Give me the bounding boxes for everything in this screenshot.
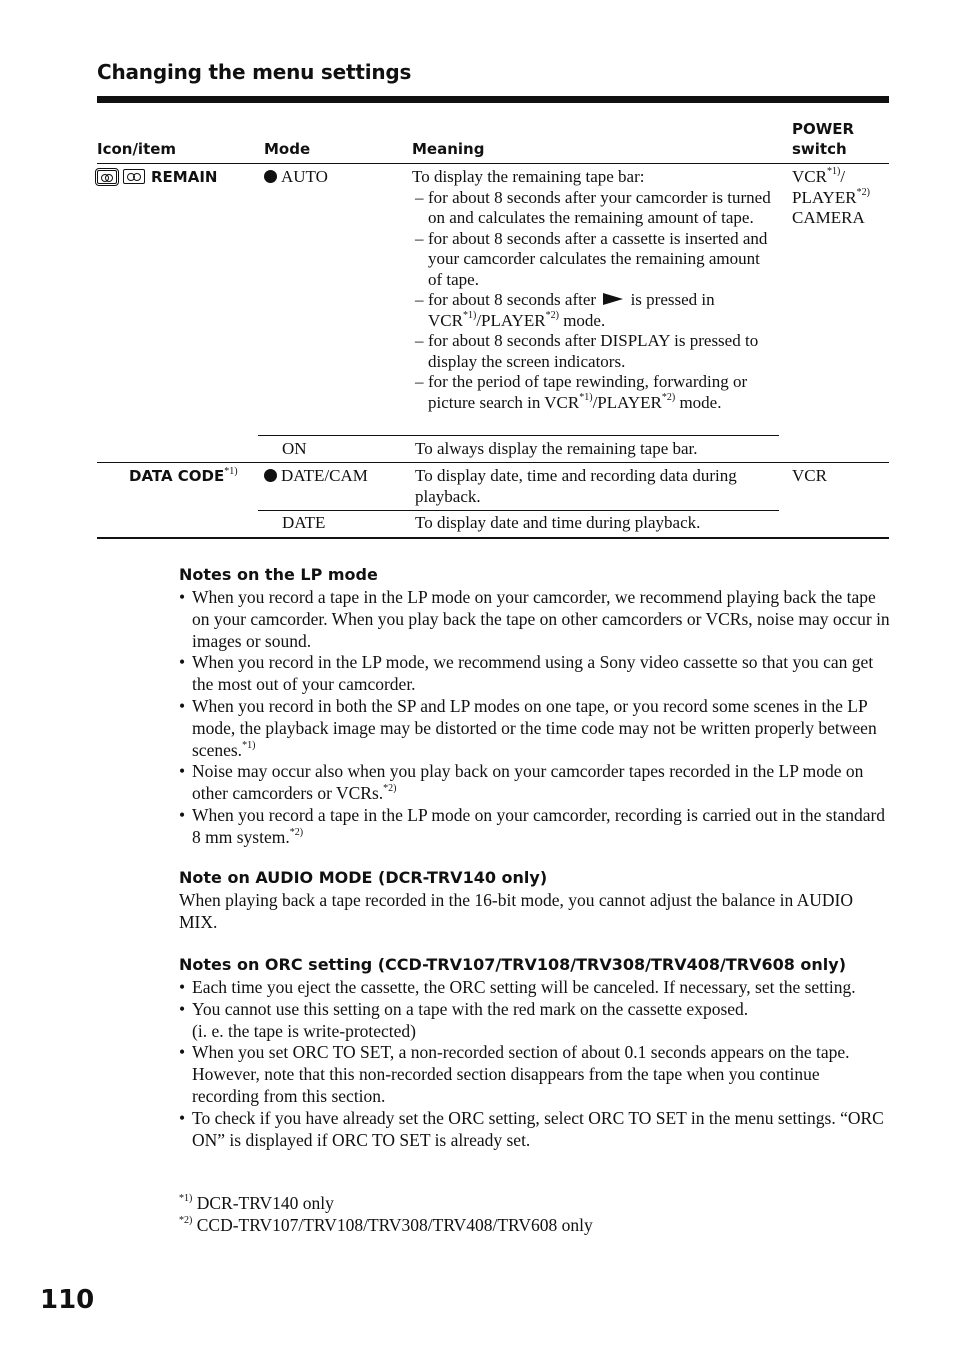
list-item: – for about 8 seconds after DISPLAY is pressed to display the screen indicators. (412, 331, 777, 372)
list-item-text: You cannot use this setting on a tape with the red mark on the cassette exposed. (192, 998, 749, 1019)
power-remain (792, 167, 870, 229)
mode-auto (264, 167, 328, 188)
footnote-mark: *2) (289, 826, 304, 838)
list-item (412, 290, 777, 331)
mode-on: ON (282, 439, 307, 458)
list-item: • Each time you eject the cassette, the ORC setting will be canceled. If necessary, set the setting. (179, 977, 891, 999)
list-item: • When you record in the LP mode, we recommend using a Sony video cassette so that you can get the most out of your camcorder. (179, 652, 891, 696)
list-item-text: (i. e. the tape is write-protected) (192, 1020, 416, 1041)
mode-date: DATE (282, 513, 326, 532)
list-item-text: mode. (558, 310, 606, 330)
footnote-mark: *1) (462, 309, 477, 321)
item-remain (97, 167, 217, 187)
list-item-text: Noise may occur also when you play back on your camcorder tapes recorded in the LP mode on other camcorders or VCRs. (192, 761, 864, 804)
list-item (412, 372, 777, 413)
footnote-mark: *2) (856, 186, 870, 198)
meaning-auto-list (412, 188, 777, 414)
list-item: – for about 8 seconds after a cassette is inserted and your camcorder calculates the remaining amount of tape. (412, 229, 777, 291)
power-text: PLAYER (792, 187, 857, 207)
list-item-text: /PLAYER (476, 310, 546, 330)
item-data-code-label: DATA CODE (129, 467, 225, 485)
list-item-text: /PLAYER (592, 392, 662, 412)
footnote-mark: *1) (826, 166, 841, 178)
item-data-code (129, 466, 238, 486)
footnote-mark: *1) (224, 466, 238, 477)
list-item-text: When you record in both the SP and LP modes on one tape, or you record some scenes in the LP mode, the playback image may be distorted or the time code may not be written properly between scenes. (192, 695, 877, 760)
list-item-text: for about 8 seconds after (428, 290, 597, 309)
power-data-code: VCR (792, 466, 827, 485)
meaning-auto (412, 167, 777, 413)
meaning-auto-intro: To display the remaining tape bar: (412, 167, 645, 186)
meaning-datecam: To display date, time and recording data during playback. (415, 466, 737, 506)
footnote-2 (179, 1215, 593, 1237)
footnote-1 (179, 1193, 334, 1215)
notes-lp-heading: Notes on the LP mode (179, 565, 378, 584)
section-title: Changing the menu settings (97, 60, 412, 84)
play-icon (603, 293, 623, 305)
row-rule (258, 510, 779, 511)
footnote-mark: *2) (661, 391, 676, 403)
list-item-text: is pressed in (630, 290, 715, 309)
list-item: – for about 8 seconds after your camcorder is turned on and calculates the remaining amount of tape. (412, 188, 777, 229)
default-dot-icon (264, 170, 277, 183)
footnote-mark: *1) (242, 739, 256, 751)
power-remain-line2 (792, 188, 870, 209)
list-item (179, 805, 891, 849)
item-remain-label: REMAIN (151, 168, 218, 186)
list-item-text: VCR (428, 310, 463, 330)
meaning-date: To display date and time during playback. (415, 513, 701, 532)
header-power-line1: POWER (792, 120, 855, 138)
notes-lp-list (179, 587, 891, 849)
note-audio-body: When playing back a tape recorded in the 16-bit mode, you cannot adjust the balance in AUDIO MIX. (179, 890, 854, 932)
list-item (179, 696, 891, 761)
header-power-line2: switch (792, 140, 847, 158)
cassette-icon (123, 169, 145, 184)
header-meaning: Meaning (412, 140, 485, 158)
notes-orc-heading: Notes on ORC setting (CCD-TRV107/TRV108/TRV308/TRV408/TRV608 only) (179, 955, 847, 974)
footnote-text: DCR-TRV140 only (196, 1193, 334, 1213)
default-dot-icon (264, 469, 277, 482)
table-bottom-rule (97, 537, 889, 539)
list-item (179, 761, 891, 805)
footnote-mark: *1) (179, 1193, 193, 1205)
list-item-text: When you record a tape in the LP mode on your camcorder, recording is carried out in the standard 8 mm system. (192, 804, 886, 847)
footnote-mark: *2) (383, 783, 397, 795)
header-icon-item: Icon/item (97, 140, 177, 158)
power-text: / (840, 167, 846, 186)
header-power-switch (792, 119, 854, 159)
list-item: • When you record a tape in the LP mode on your camcorder, we recommend playing back the tape on your camcorder. When you play back the tape on other camcorders or VCRs, noise may occur in images or sound. (179, 587, 891, 652)
footnote-text: CCD-TRV107/TRV108/TRV308/TRV408/TRV608 only (196, 1215, 593, 1235)
row-rule (258, 435, 779, 436)
header-rule (97, 163, 889, 164)
title-rule (97, 96, 889, 103)
footnote-mark: *1) (579, 391, 593, 403)
page-number: 110 (40, 1285, 95, 1315)
power-text: VCR (792, 167, 827, 186)
power-remain-line3: CAMERA (792, 208, 865, 227)
list-item: • When you set ORC TO SET, a non-recorded section of about 0.1 seconds appears on the tape. However, note that this non-recorded section disappears from the tape when you continue recording from this section. (179, 1042, 891, 1107)
footnote-mark: *2) (179, 1215, 193, 1227)
power-remain-line1 (792, 167, 870, 188)
list-item-text: mode. (675, 392, 722, 412)
mode-datecam-label: DATE/CAM (281, 466, 368, 485)
list-item: • To check if you have already set the ORC setting, select ORC TO SET in the menu settings. “ORC ON” is displayed if ORC TO SET is already set. (179, 1108, 891, 1152)
mode-datecam (264, 466, 368, 487)
mode-auto-label: AUTO (281, 167, 328, 186)
header-mode: Mode (264, 140, 311, 158)
footnote-mark: *2) (545, 309, 559, 321)
cassette-boxed-icon (97, 170, 117, 184)
meaning-on: To always display the remaining tape bar. (415, 439, 698, 458)
note-audio-heading: Note on AUDIO MODE (DCR-TRV140 only) (179, 868, 548, 887)
list-item-text: for the period of tape rewinding, forwarding or picture search in VCR (428, 372, 748, 412)
row-rule (97, 462, 889, 463)
notes-orc-list (179, 977, 891, 1151)
list-item (179, 999, 891, 1043)
